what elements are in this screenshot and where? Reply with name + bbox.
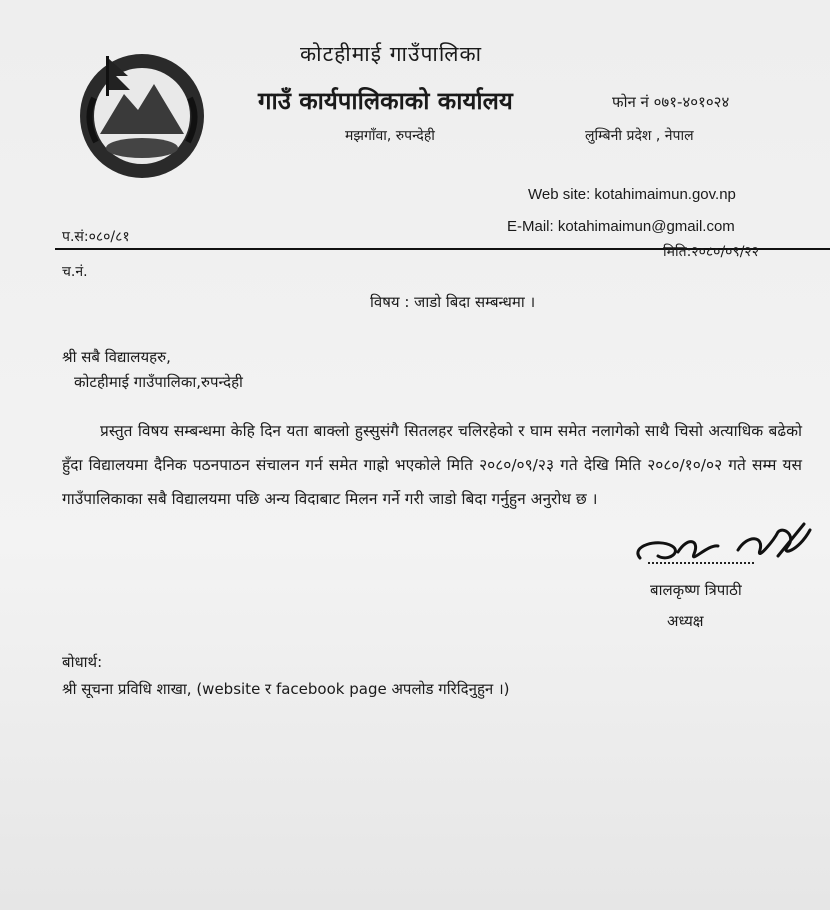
recipient-line-1: श्री सबै विद्यालयहरु, — [62, 348, 171, 366]
letter-subject: विषय : जाडो बिदा सम्बन्धमा । — [370, 293, 536, 311]
office-address: मझगाँवा, रुपन्देही — [345, 128, 435, 144]
cc-label: बोधार्थ: — [62, 653, 103, 671]
cc-recipient: श्री सूचना प्रविधि शाखा, (website र facebook page अपलोड गरिदिनुहुन ।) — [62, 680, 510, 698]
letter-date: मिति:२०८०/०९/२२ — [663, 244, 759, 260]
recipient-line-2: कोटहीमाई गाउँपालिका,रुपन्देही — [74, 373, 243, 391]
signature-line — [648, 562, 754, 564]
municipality-name: कोटहीमाई गाउँपालिका — [300, 42, 483, 66]
reference-number: प.सं:०८०/८१ — [62, 229, 130, 245]
municipality-emblem-icon — [72, 38, 212, 188]
email: E-Mail: kotahimaimun@gmail.com — [507, 218, 735, 235]
chalan-number: च.नं. — [62, 264, 88, 280]
handwritten-signature — [628, 516, 818, 578]
office-name: गाउँ कार्यपालिकाको कार्यालय — [258, 87, 513, 115]
letter-body: प्रस्तुत विषय सम्बन्धमा केहि दिन यता बाक्लो हुस्सुसंगै सितलहर चलिरहेको र घाम समेत नलागेको साथै चिसो अत्याधिक बढेको हुँदा विद्यालयमा दैनिक पठनपाठन संचालन गर्न समेत गाह्रो भएकोले मिति २०८०/०९/२३ गते देखि मिति २०८०/१०/०२ गते सम्म यस गाउँपालिकाका सबै विद्यालयमा पछि अन्य विदाबाट मिलन गर्ने गरी जाडो बिदा गर्नुहुन अनुरोध छ । — [62, 422, 802, 508]
province: लुम्बिनी प्रदेश , नेपाल — [585, 128, 694, 144]
phone-number: फोन नं ०७१-४०१०२४ — [612, 93, 730, 111]
signatory-title: अध्यक्ष — [667, 612, 704, 630]
website: Web site: kotahimaimun.gov.np — [528, 186, 736, 203]
signatory-name: बालकृष्ण त्रिपाठी — [650, 581, 742, 599]
